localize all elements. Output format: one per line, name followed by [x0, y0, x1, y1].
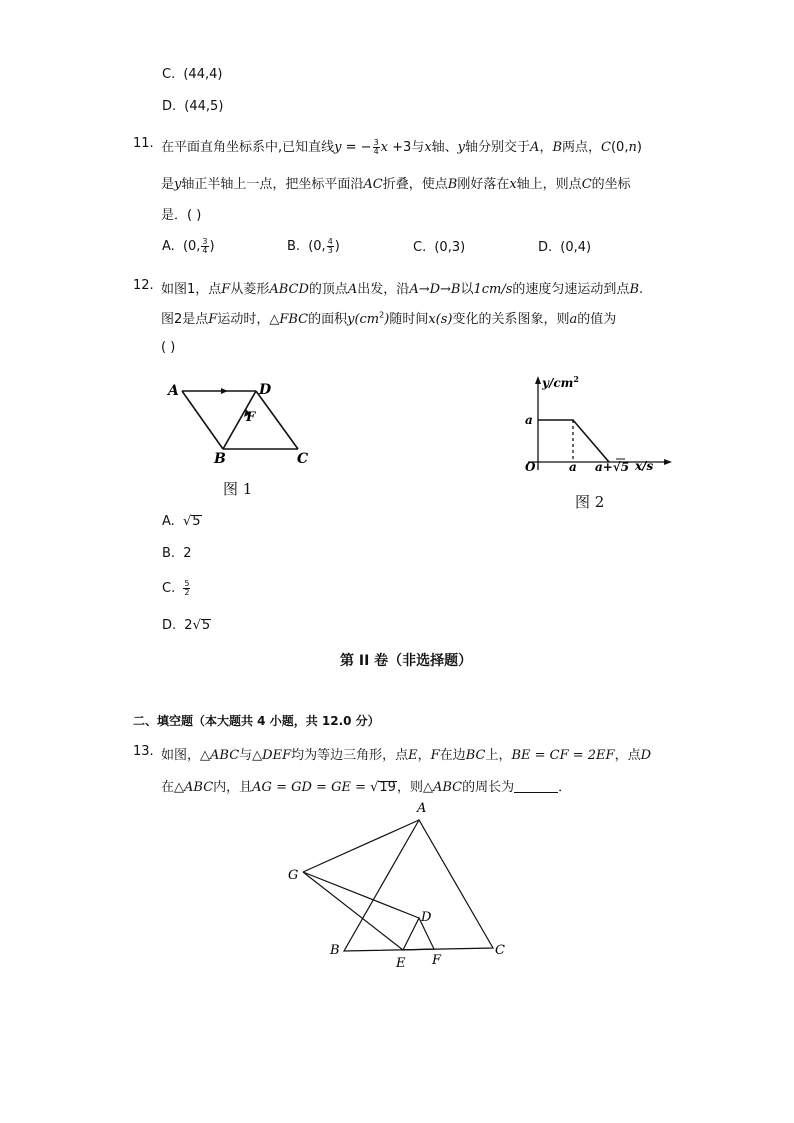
- option-text: (44,4): [183, 67, 223, 82]
- label-c: C: [495, 943, 505, 958]
- q12-line2: 图2是点F运动时，△FBC的面积$y(cm^2)$随时间x(s)变化的关系图象，则a的值为: [161, 310, 617, 327]
- origin-label: O: [525, 460, 536, 474]
- y-arrow: [535, 376, 541, 384]
- x-axis-label: x/s: [635, 459, 654, 473]
- y-tick-a: a: [525, 413, 533, 427]
- q12-figure1: [160, 375, 320, 470]
- label-f: F: [432, 953, 442, 968]
- fraction: $\frac{4}{3}$: [327, 237, 333, 255]
- figure2-caption: 图 2: [575, 493, 605, 511]
- y-axis-label: $y/cm^2$: [542, 374, 579, 390]
- x-arrow: [664, 459, 672, 465]
- q13-line1: 如图，△ABC与△DEF均为等边三角形，点E，F在边BC上，BE = CF = 2EF，点D: [161, 748, 652, 763]
- q12-option-d: D. 2√5: [162, 618, 211, 633]
- fraction: $\frac{3}{4}$: [373, 138, 379, 156]
- x-tick-a: a: [569, 460, 577, 474]
- triangle-abc: [344, 820, 493, 951]
- label-e: E: [396, 956, 406, 971]
- q11-line1: 在平面直角坐标系中,已知直线y = − $\frac{3}{4}$ x +3与x轴、y轴分别交于A，B两点，C(0,n): [161, 138, 642, 156]
- q11-line2: 是y轴正半轴上一点，把坐标平面沿AC折叠，使点B刚好落在x轴上，则点C的坐标: [161, 177, 631, 192]
- q12-line1: 如图1，点F从菱形ABCD的顶点A出发，沿A→D→B以1cm/s的速度匀速运动到点B.: [161, 282, 644, 297]
- label-g: G: [288, 868, 299, 883]
- fraction: $\frac{5}{2}$: [184, 579, 190, 597]
- segment-gd: [303, 872, 419, 918]
- answer-blank: [514, 779, 558, 793]
- q13-number: 13.: [133, 744, 154, 759]
- label-b: B: [330, 943, 340, 958]
- label-f: F: [246, 410, 256, 425]
- q10-option-d: [162, 99, 223, 114]
- q10-option-c: [162, 67, 222, 82]
- fraction: $\frac{3}{4}$: [202, 237, 208, 255]
- x-tick-a-plus-sqrt5: a+√5: [595, 460, 630, 474]
- label-d: D: [259, 382, 272, 398]
- q12-line3: ( ): [161, 340, 176, 355]
- label-a: A: [168, 383, 179, 399]
- figure1-caption: 图 1: [223, 480, 253, 498]
- q11-option-c: C. (0,3): [413, 240, 466, 255]
- arrow-ad: [221, 388, 228, 394]
- segment-ga: [303, 820, 419, 872]
- q11-option-b: B. (0, $\frac{4}{3}$ ): [287, 237, 340, 255]
- q12-option-b: B. 2: [162, 546, 192, 561]
- q12-figure2: [518, 370, 678, 478]
- q12-number: 12.: [133, 278, 154, 293]
- segment-ge: [303, 872, 403, 950]
- option-text: (44,5): [184, 99, 224, 114]
- label-c: C: [297, 451, 309, 467]
- q11-line3: 是．( ): [161, 208, 202, 223]
- q11-option-a: A. (0, $\frac{3}{4}$ ): [162, 237, 215, 255]
- label-d: D: [421, 910, 432, 925]
- q11-number: 11.: [133, 136, 154, 151]
- label-a: A: [417, 801, 427, 816]
- section2-title: 第 II 卷（非选择题）: [340, 653, 473, 669]
- option-letter: D.: [162, 99, 177, 114]
- option-letter: C.: [162, 67, 176, 82]
- q12-option-c: C. $\frac{5}{2}$: [162, 579, 190, 597]
- label-b: B: [214, 451, 226, 467]
- q13-line2: 在△ABC内，且AG = GD = GE = √19，则△ABC的周长为 ．: [161, 780, 572, 795]
- rhombus: [182, 391, 298, 449]
- q12-option-a: A. √5: [162, 514, 201, 529]
- part2-title: 二、填空题（本大题共 4 小题，共 12.0 分）: [133, 714, 380, 728]
- q11-option-d: D. (0,4): [538, 240, 592, 255]
- q13-figure: [282, 796, 512, 971]
